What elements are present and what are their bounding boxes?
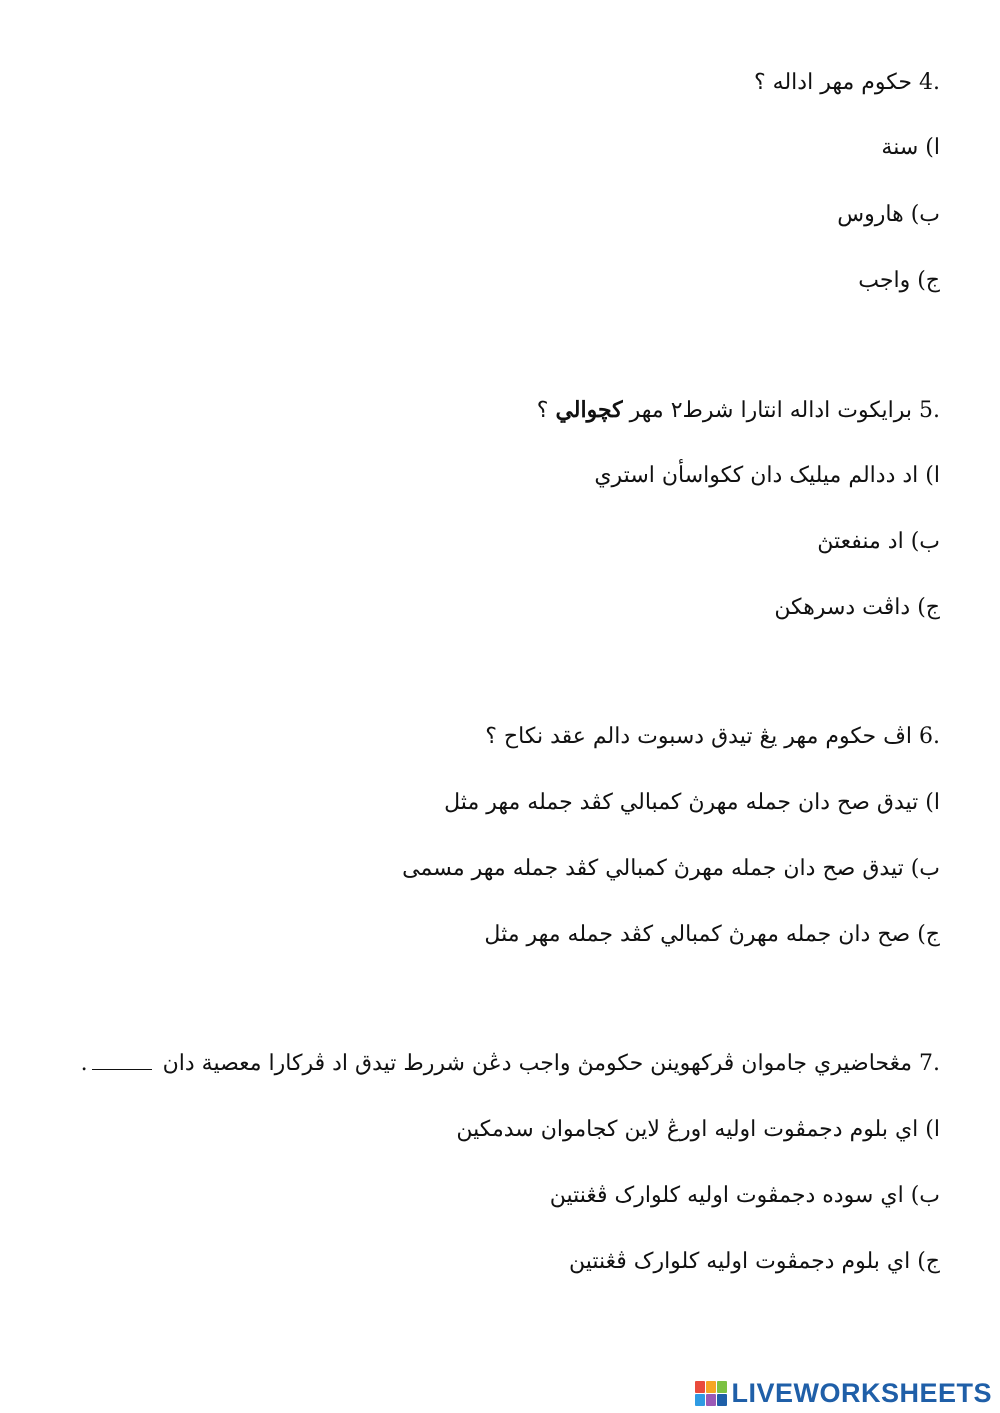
logo-block <box>717 1394 727 1406</box>
question-number: 5. <box>919 398 940 423</box>
option-letter: ج) <box>917 922 940 947</box>
option-b[interactable] <box>837 200 940 230</box>
logo-block <box>706 1394 716 1406</box>
option-b[interactable] <box>817 527 940 557</box>
option-a[interactable] <box>881 133 940 163</box>
question-number: 4. <box>919 70 940 95</box>
option-a[interactable] <box>594 461 940 491</box>
option-letter: ب) <box>910 856 940 881</box>
option-a[interactable] <box>456 1115 940 1145</box>
question-text: اڤ حکوم مهر يڠ تيدق دسبوت دالم عقد نکاح ؟ <box>485 724 912 749</box>
option-b[interactable] <box>550 1181 940 1211</box>
option-b[interactable] <box>402 854 940 884</box>
question-end: . <box>80 1051 88 1076</box>
logo-block <box>706 1381 716 1393</box>
option-letter: ا) <box>925 135 940 160</box>
question-5 <box>537 395 940 426</box>
option-text: سنة <box>881 135 919 160</box>
question-6 <box>485 722 940 752</box>
logo-block <box>695 1394 705 1406</box>
question-number: 6. <box>919 724 940 749</box>
option-letter: ب) <box>910 202 940 227</box>
option-c[interactable] <box>484 920 940 950</box>
option-text: صح دان جمله مهرڽ کمبالي کڤد جمله مهر مثل <box>484 922 911 947</box>
option-text: اي سوده دجمڤوت اوليه کلوارک ڤڠنتين <box>549 1183 904 1208</box>
option-text: اي بلوم دجمڤوت اوليه کلوارک ڤڠنتين <box>568 1249 911 1274</box>
option-letter: ج) <box>917 1249 940 1274</box>
question-number: 7. <box>919 1051 940 1076</box>
brand-name: LIVEWORKSHEETS <box>731 1378 992 1408</box>
option-c[interactable] <box>569 1247 940 1277</box>
option-letter: ا) <box>925 790 940 815</box>
logo-block <box>695 1381 705 1393</box>
option-text: اد منفعتڽ <box>817 529 904 554</box>
question-text: مڠحاضيري جاموان ڤرکهوينن حکومڽ واجب دڠن شررط تيدق اد ڤرکارا معصية دان <box>162 1051 912 1076</box>
option-c[interactable] <box>858 266 940 296</box>
option-letter: ب) <box>910 529 940 554</box>
question-7 <box>81 1049 940 1079</box>
option-text: تيدق صح دان جمله مهرڽ کمبالي کڤد جمله مهر مسمى <box>402 856 904 881</box>
question-text: حکوم مهر اداله ؟ <box>754 70 912 95</box>
question-4 <box>754 68 940 98</box>
option-text: اد ددالم ميليک دان ککواسأن استري <box>594 463 919 488</box>
answer-blank[interactable] <box>92 1055 152 1070</box>
logo-block <box>717 1381 727 1393</box>
option-a[interactable] <box>444 788 940 818</box>
option-letter: ب) <box>910 1183 940 1208</box>
option-c[interactable] <box>774 593 940 623</box>
liveworksheets-logo-icon <box>695 1381 727 1406</box>
option-letter: ا) <box>925 463 940 488</box>
question-emphasis: کچوالي <box>555 397 623 423</box>
question-text: برايکوت اداله انتارا شرط٢ مهر <box>629 398 912 423</box>
option-letter: ج) <box>917 268 940 293</box>
option-text: اي بلوم دجمڤوت اوليه اورڠ لاين کجاموان سدمکين <box>456 1117 919 1142</box>
option-letter: ا) <box>925 1117 940 1142</box>
question-mark: ؟ <box>536 398 549 423</box>
option-text: داڤت دسرهکن <box>774 595 911 620</box>
option-text: هاروس <box>837 202 904 227</box>
option-letter: ج) <box>917 595 940 620</box>
liveworksheets-brand[interactable] <box>695 1378 992 1409</box>
option-text: تيدق صح دان جمله مهرڽ کمبالي کڤد جمله مهر مثل <box>444 790 919 815</box>
option-text: واجب <box>858 268 911 293</box>
